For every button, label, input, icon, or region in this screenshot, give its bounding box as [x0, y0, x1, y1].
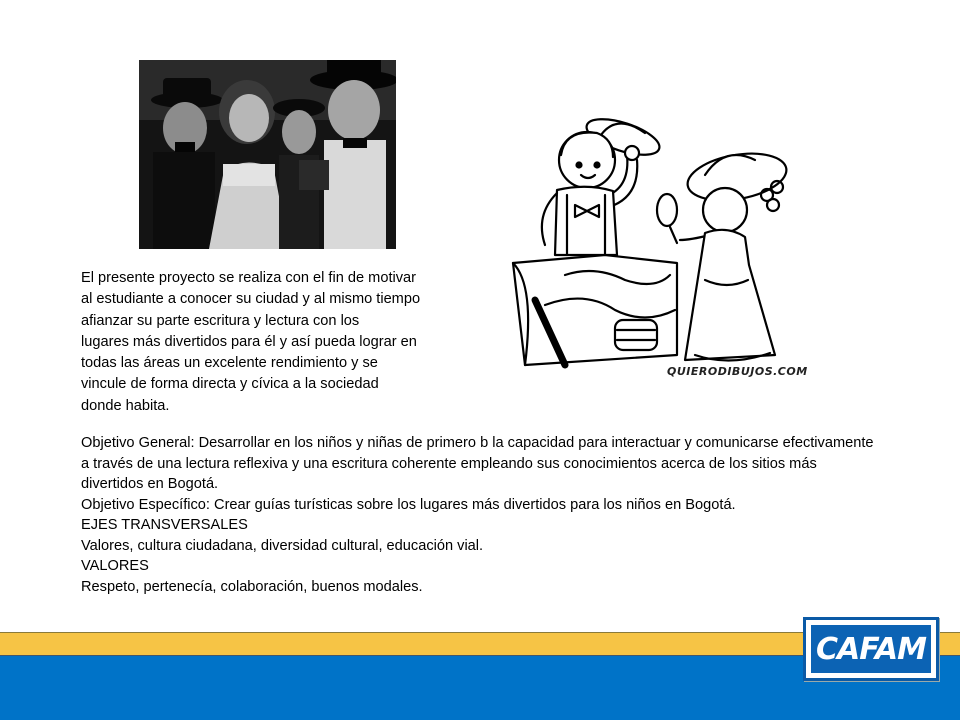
specific-objective: Objetivo Específico: Crear guías turísticas sobre los lugares más divertidos para los niños en Bogotá. [81, 496, 736, 513]
dressup-drawing [505, 115, 810, 383]
drawing-watermark: QUIERODIBUJOS.COM [667, 365, 808, 378]
transversal-axes-list: Valores, cultura ciudadana, diversidad cultural, educación vial. [81, 537, 484, 554]
transversal-axes-heading: EJES TRANSVERSALES [81, 517, 248, 533]
intro-paragraph: El presente proyecto se realiza con el fin de motivar al estudiante a conocer su ciudad y al mismo tiempo afianzar su parte escritura y lectura con los lugares más divertidos para él y así pueda lograr en todas las áreas un excelente rendimiento y se vincule de forma directa y cívica a la sociedad donde habita. [81, 270, 421, 414]
cafam-logo-field [811, 625, 931, 673]
children-photo [139, 60, 396, 249]
cafam-logo-text: CAFAM [816, 631, 926, 667]
values-heading: VALORES [81, 558, 149, 574]
values-list: Respeto, pertenecía, colaboración, buenos modales. [81, 578, 423, 595]
children-photo-graphic [139, 60, 396, 249]
general-objective: Objetivo General: Desarrollar en los niños y niñas de primero b la capacidad para interactuar y comunicarse efectivamente a través de una lectura reflexiva y una escritura coherente empleando sus conocimientos acerca de los sitios más divertidos en Bogotá. [81, 435, 874, 492]
cafam-logo [803, 617, 939, 681]
objectives-section [81, 433, 881, 597]
dressup-drawing-graphic [505, 115, 810, 383]
